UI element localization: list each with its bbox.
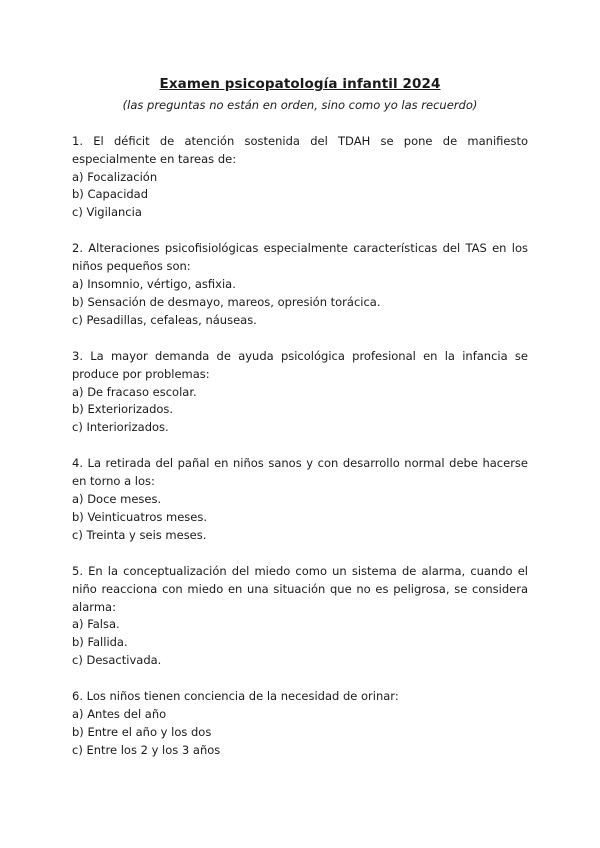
question-stem: 2. Alteraciones psicofisiológicas especialmente características del TAS en los niños pequeños son: <box>72 241 528 274</box>
question-4 <box>72 455 528 544</box>
question-stem: 6. Los niños tienen conciencia de la necesidad de orinar: <box>72 689 399 704</box>
question-stem: 1. El déficit de atención sostenida del TDAH se pone de manifiesto especialmente en tareas de: <box>72 134 528 166</box>
answer-options <box>72 384 528 437</box>
answer-options <box>72 616 528 669</box>
answer-option-b: b) Exteriorizados. <box>72 402 174 417</box>
answer-options <box>72 491 528 544</box>
answer-option-a: a) Focalización <box>72 169 158 184</box>
answer-option-c: c) Pesadillas, cefaleas, náuseas. <box>72 312 257 327</box>
answer-option-a: a) Antes del año <box>72 707 167 722</box>
answer-option-c: c) Interiorizados. <box>72 420 169 435</box>
answer-options <box>72 276 528 329</box>
question-1 <box>72 133 528 222</box>
answer-option-a: a) Falsa. <box>72 617 120 632</box>
question-2 <box>72 240 528 329</box>
answer-option-a: a) De fracaso escolar. <box>72 384 197 399</box>
answer-option-b: b) Entre el año y los dos <box>72 724 212 739</box>
answer-option-c: c) Vigilancia <box>72 205 142 220</box>
question-stem: 3. La mayor demanda de ayuda psicológica profesional en la infancia se produce por problemas: <box>72 348 528 381</box>
answer-option-c: c) Desactivada. <box>72 652 162 667</box>
question-list <box>72 133 528 759</box>
answer-option-a: a) Insomnio, vértigo, asfixia. <box>72 277 236 292</box>
answer-option-a: a) Doce meses. <box>72 492 162 507</box>
question-6 <box>72 688 528 759</box>
answer-option-c: c) Treinta y seis meses. <box>72 527 207 542</box>
question-3 <box>72 348 528 437</box>
question-5 <box>72 563 528 670</box>
answer-option-b: b) Sensación de desmayo, mareos, opresión torácica. <box>72 294 381 309</box>
answer-options <box>72 169 528 222</box>
answer-option-c: c) Entre los 2 y los 3 años <box>72 742 221 757</box>
page-title: Examen psicopatología infantil 2024 <box>159 76 441 92</box>
answer-options <box>72 706 528 759</box>
page-subtitle: (las preguntas no están en orden, sino como yo las recuerdo) <box>122 98 478 112</box>
question-stem: 5. En la conceptualización del miedo como un sistema de alarma, cuando el niño reacciona con miedo en una situación que no es peligrosa, se considera alarma: <box>72 563 528 614</box>
answer-option-b: b) Fallida. <box>72 635 128 650</box>
answer-option-b: b) Capacidad <box>72 187 149 202</box>
question-stem: 4. La retirada del pañal en niños sanos y con desarrollo normal debe hacerse en torno a los: <box>72 456 528 489</box>
answer-option-b: b) Veinticuatros meses. <box>72 509 207 524</box>
